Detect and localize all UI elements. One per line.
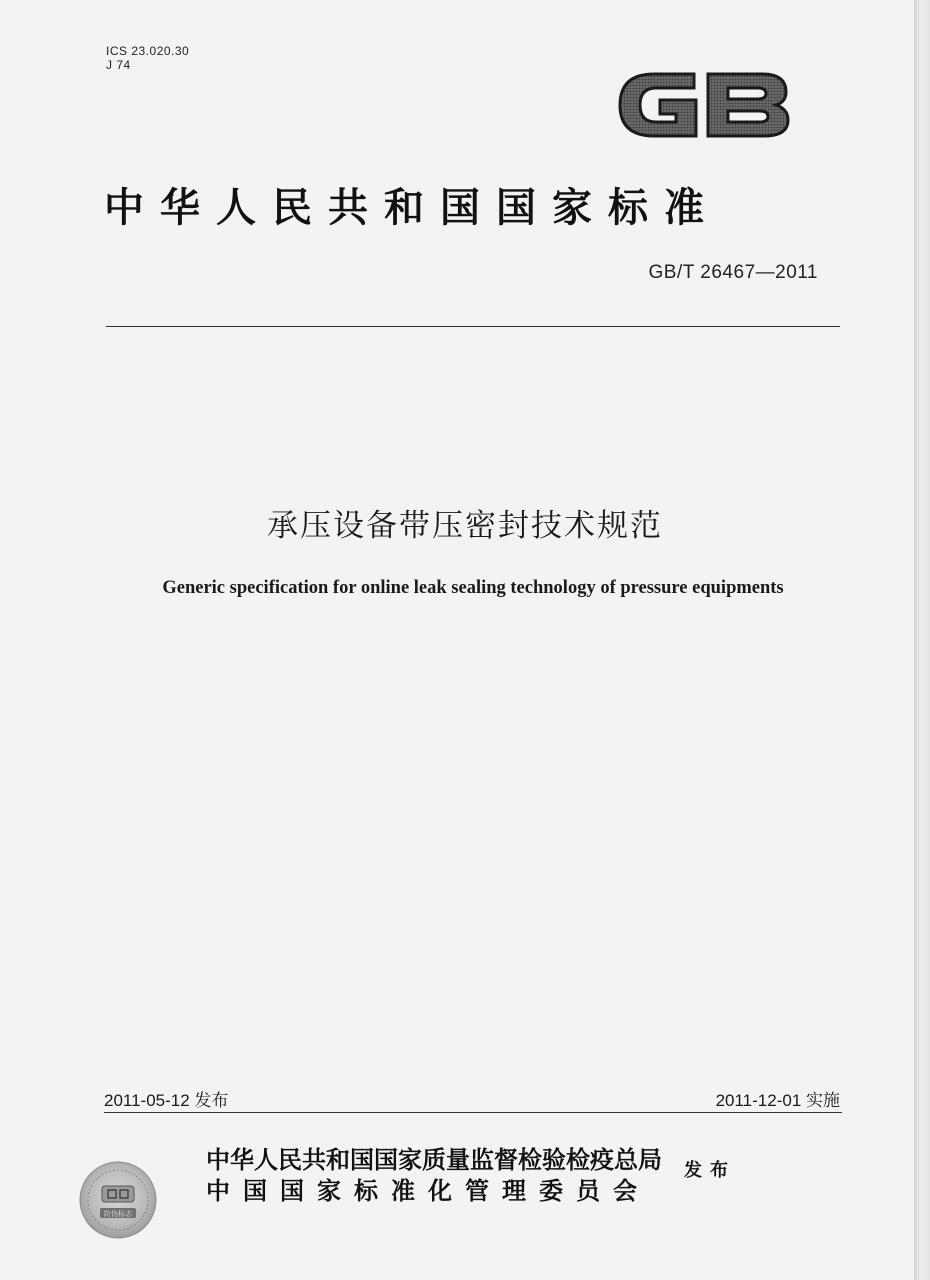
ccs-code: J 74 [106, 58, 131, 72]
ics-code: ICS 23.020.30 [106, 44, 190, 58]
gb-logo-icon [614, 60, 792, 150]
title-chinese: 承压设备带压密封技术规范 [267, 508, 663, 544]
seal-text: 防伪标志 [104, 1210, 132, 1218]
classification-codes [106, 44, 189, 72]
issuer-aqsiq: 中华人民共和国国家质量监督检验检疫总局 [206, 1145, 662, 1174]
issuer-sac: 中国国家标准化管理委员会 [206, 1176, 650, 1205]
implementation-date: 2011-12-01 实施 [715, 1091, 840, 1110]
bottom-divider [104, 1112, 842, 1113]
page-edge [914, 0, 930, 1280]
issue-date: 2011-05-12 发布 [104, 1091, 229, 1110]
title-english: Generic specification for online leak sealing technology of pressure equipments [162, 578, 784, 598]
national-standard-title: 中华人民共和国国家标准 [104, 184, 720, 231]
publish-label: 发布 [684, 1160, 736, 1181]
top-divider [106, 326, 840, 327]
anti-counterfeit-seal-icon [78, 1160, 158, 1240]
standard-number: GB/T 26467—2011 [648, 262, 818, 283]
